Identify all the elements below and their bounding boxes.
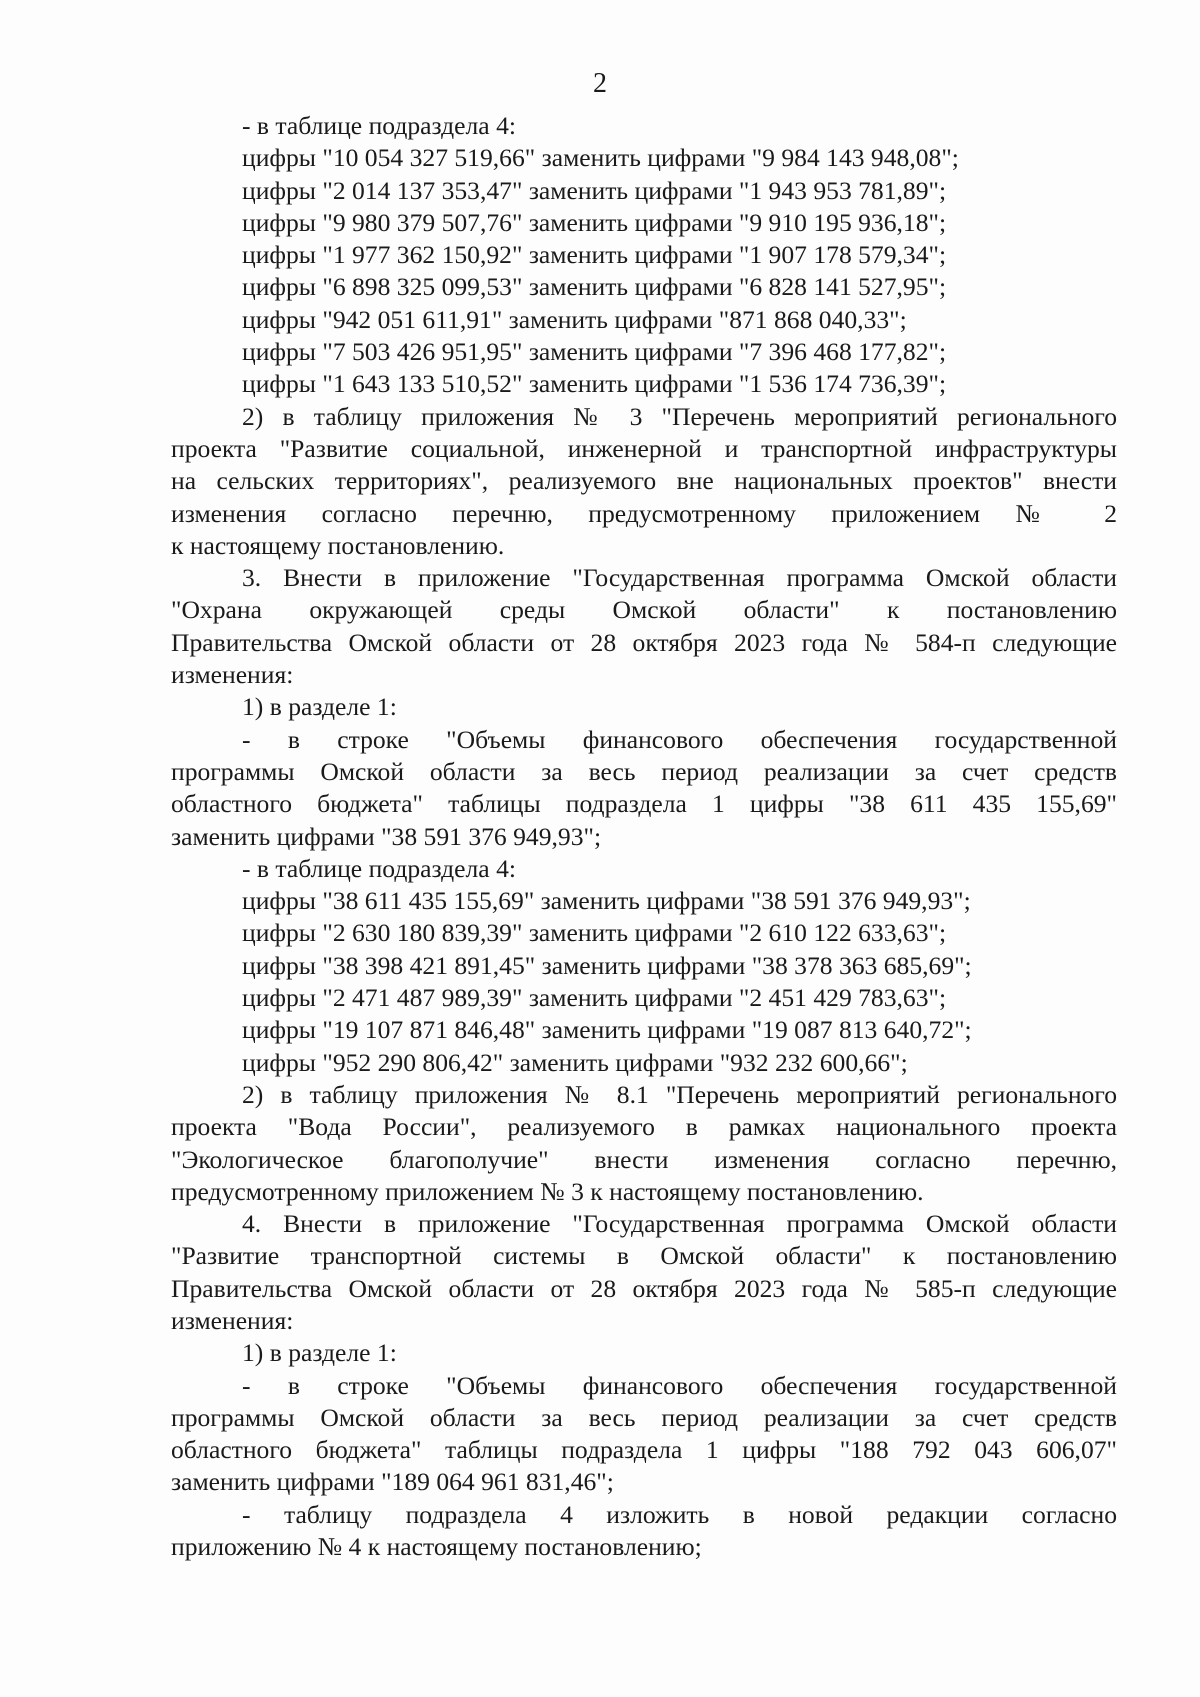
text-line: 4. Внести в приложение "Государственная программа Омской области (242, 1209, 1117, 1239)
text-line: цифры "19 107 871 846,48" заменить цифрами "19 087 813 640,72"; (242, 1015, 972, 1045)
text-line: цифры "6 898 325 099,53" заменить цифрами "6 828 141 527,95"; (242, 272, 947, 302)
text-line: цифры "10 054 327 519,66" заменить цифрами "9 984 143 948,08"; (242, 143, 959, 173)
text-line: изменения согласно перечню, предусмотренному приложением № 2 (171, 498, 1117, 528)
text-line: цифры "38 611 435 155,69" заменить цифрами "38 591 376 949,93"; (242, 886, 971, 916)
text-line: программы Омской области за весь период реализации за счет средств (171, 1402, 1117, 1432)
text-line: "Экологическое благополучие" внести изменения согласно перечню, (171, 1144, 1117, 1174)
text-line: проекта "Вода России", реализуемого в рамках национального проекта (171, 1112, 1117, 1142)
text-line: приложению № 4 к настоящему постановлению; (171, 1532, 702, 1562)
text-line: цифры "2 630 180 839,39" заменить цифрами "2 610 122 633,63"; (242, 918, 947, 948)
text-line: цифры "1 643 133 510,52" заменить цифрами "1 536 174 736,39"; (242, 369, 947, 399)
text-line: цифры "2 014 137 353,47" заменить цифрами "1 943 953 781,89"; (242, 175, 947, 205)
text-line: изменения: (171, 660, 294, 690)
text-line: изменения: (171, 1305, 294, 1335)
text-line: Правительства Омской области от 28 октября 2023 года № 585-п следующие (171, 1273, 1117, 1303)
text-line: к настоящему постановлению. (171, 530, 505, 560)
text-line: цифры "2 471 487 989,39" заменить цифрами "2 451 429 783,63"; (242, 983, 947, 1013)
text-line: - таблицу подраздела 4 изложить в новой редакции согласно (242, 1499, 1117, 1529)
text-line: цифры "1 977 362 150,92" заменить цифрами "1 907 178 579,34"; (242, 240, 947, 270)
text-line: - в таблице подраздела 4: (242, 111, 516, 140)
text-line: "Развитие транспортной системы в Омской области" к постановлению (171, 1241, 1117, 1271)
text-line: 1) в разделе 1: (242, 1338, 397, 1368)
text-line: 2) в таблицу приложения № 3 "Перечень мероприятий регионального (242, 401, 1117, 431)
text-line: областного бюджета" таблицы подраздела 1 цифры "188 792 043 606,07" (171, 1435, 1117, 1465)
text-line: предусмотренному приложением № 3 к настоящему постановлению. (171, 1176, 924, 1206)
text-line: цифры "942 051 611,91" заменить цифрами "871 868 040,33"; (242, 304, 907, 334)
text-line: - в строке "Объемы финансового обеспечения государственной (242, 724, 1117, 754)
text-line: цифры "7 503 426 951,95" заменить цифрами "7 396 468 177,82"; (242, 337, 947, 367)
text-line: Правительства Омской области от 28 октября 2023 года № 584-п следующие (171, 627, 1117, 657)
text-line: на сельских территориях", реализуемого вне национальных проектов" внести (171, 466, 1117, 496)
page-number: 2 (593, 68, 607, 99)
text-line: заменить цифрами "189 064 961 831,46"; (171, 1467, 614, 1497)
text-line: цифры "38 398 421 891,45" заменить цифрами "38 378 363 685,69"; (242, 950, 972, 980)
text-line: областного бюджета" таблицы подраздела 1 цифры "38 611 435 155,69" (171, 789, 1117, 819)
text-line: цифры "952 290 806,42" заменить цифрами "932 232 600,66"; (242, 1047, 908, 1077)
text-line: "Охрана окружающей среды Омской области" к постановлению (171, 595, 1117, 625)
text-line: 3. Внести в приложение "Государственная программа Омской области (242, 563, 1117, 593)
text-line: цифры "9 980 379 507,76" заменить цифрами "9 910 195 936,18"; (242, 207, 947, 237)
text-line: проекта "Развитие социальной, инженерной и транспортной инфраструктуры (171, 433, 1117, 463)
text-line: 1) в разделе 1: (242, 692, 397, 722)
text-line: заменить цифрами "38 591 376 949,93"; (171, 821, 602, 851)
document-body (171, 110, 1117, 1563)
text-line: 2) в таблицу приложения № 8.1 "Перечень мероприятий регионального (242, 1079, 1117, 1109)
text-line: программы Омской области за весь период реализации за счет средств (171, 756, 1117, 786)
text-line: - в таблице подраздела 4: (242, 853, 516, 883)
text-line: - в строке "Объемы финансового обеспечения государственной (242, 1370, 1117, 1400)
